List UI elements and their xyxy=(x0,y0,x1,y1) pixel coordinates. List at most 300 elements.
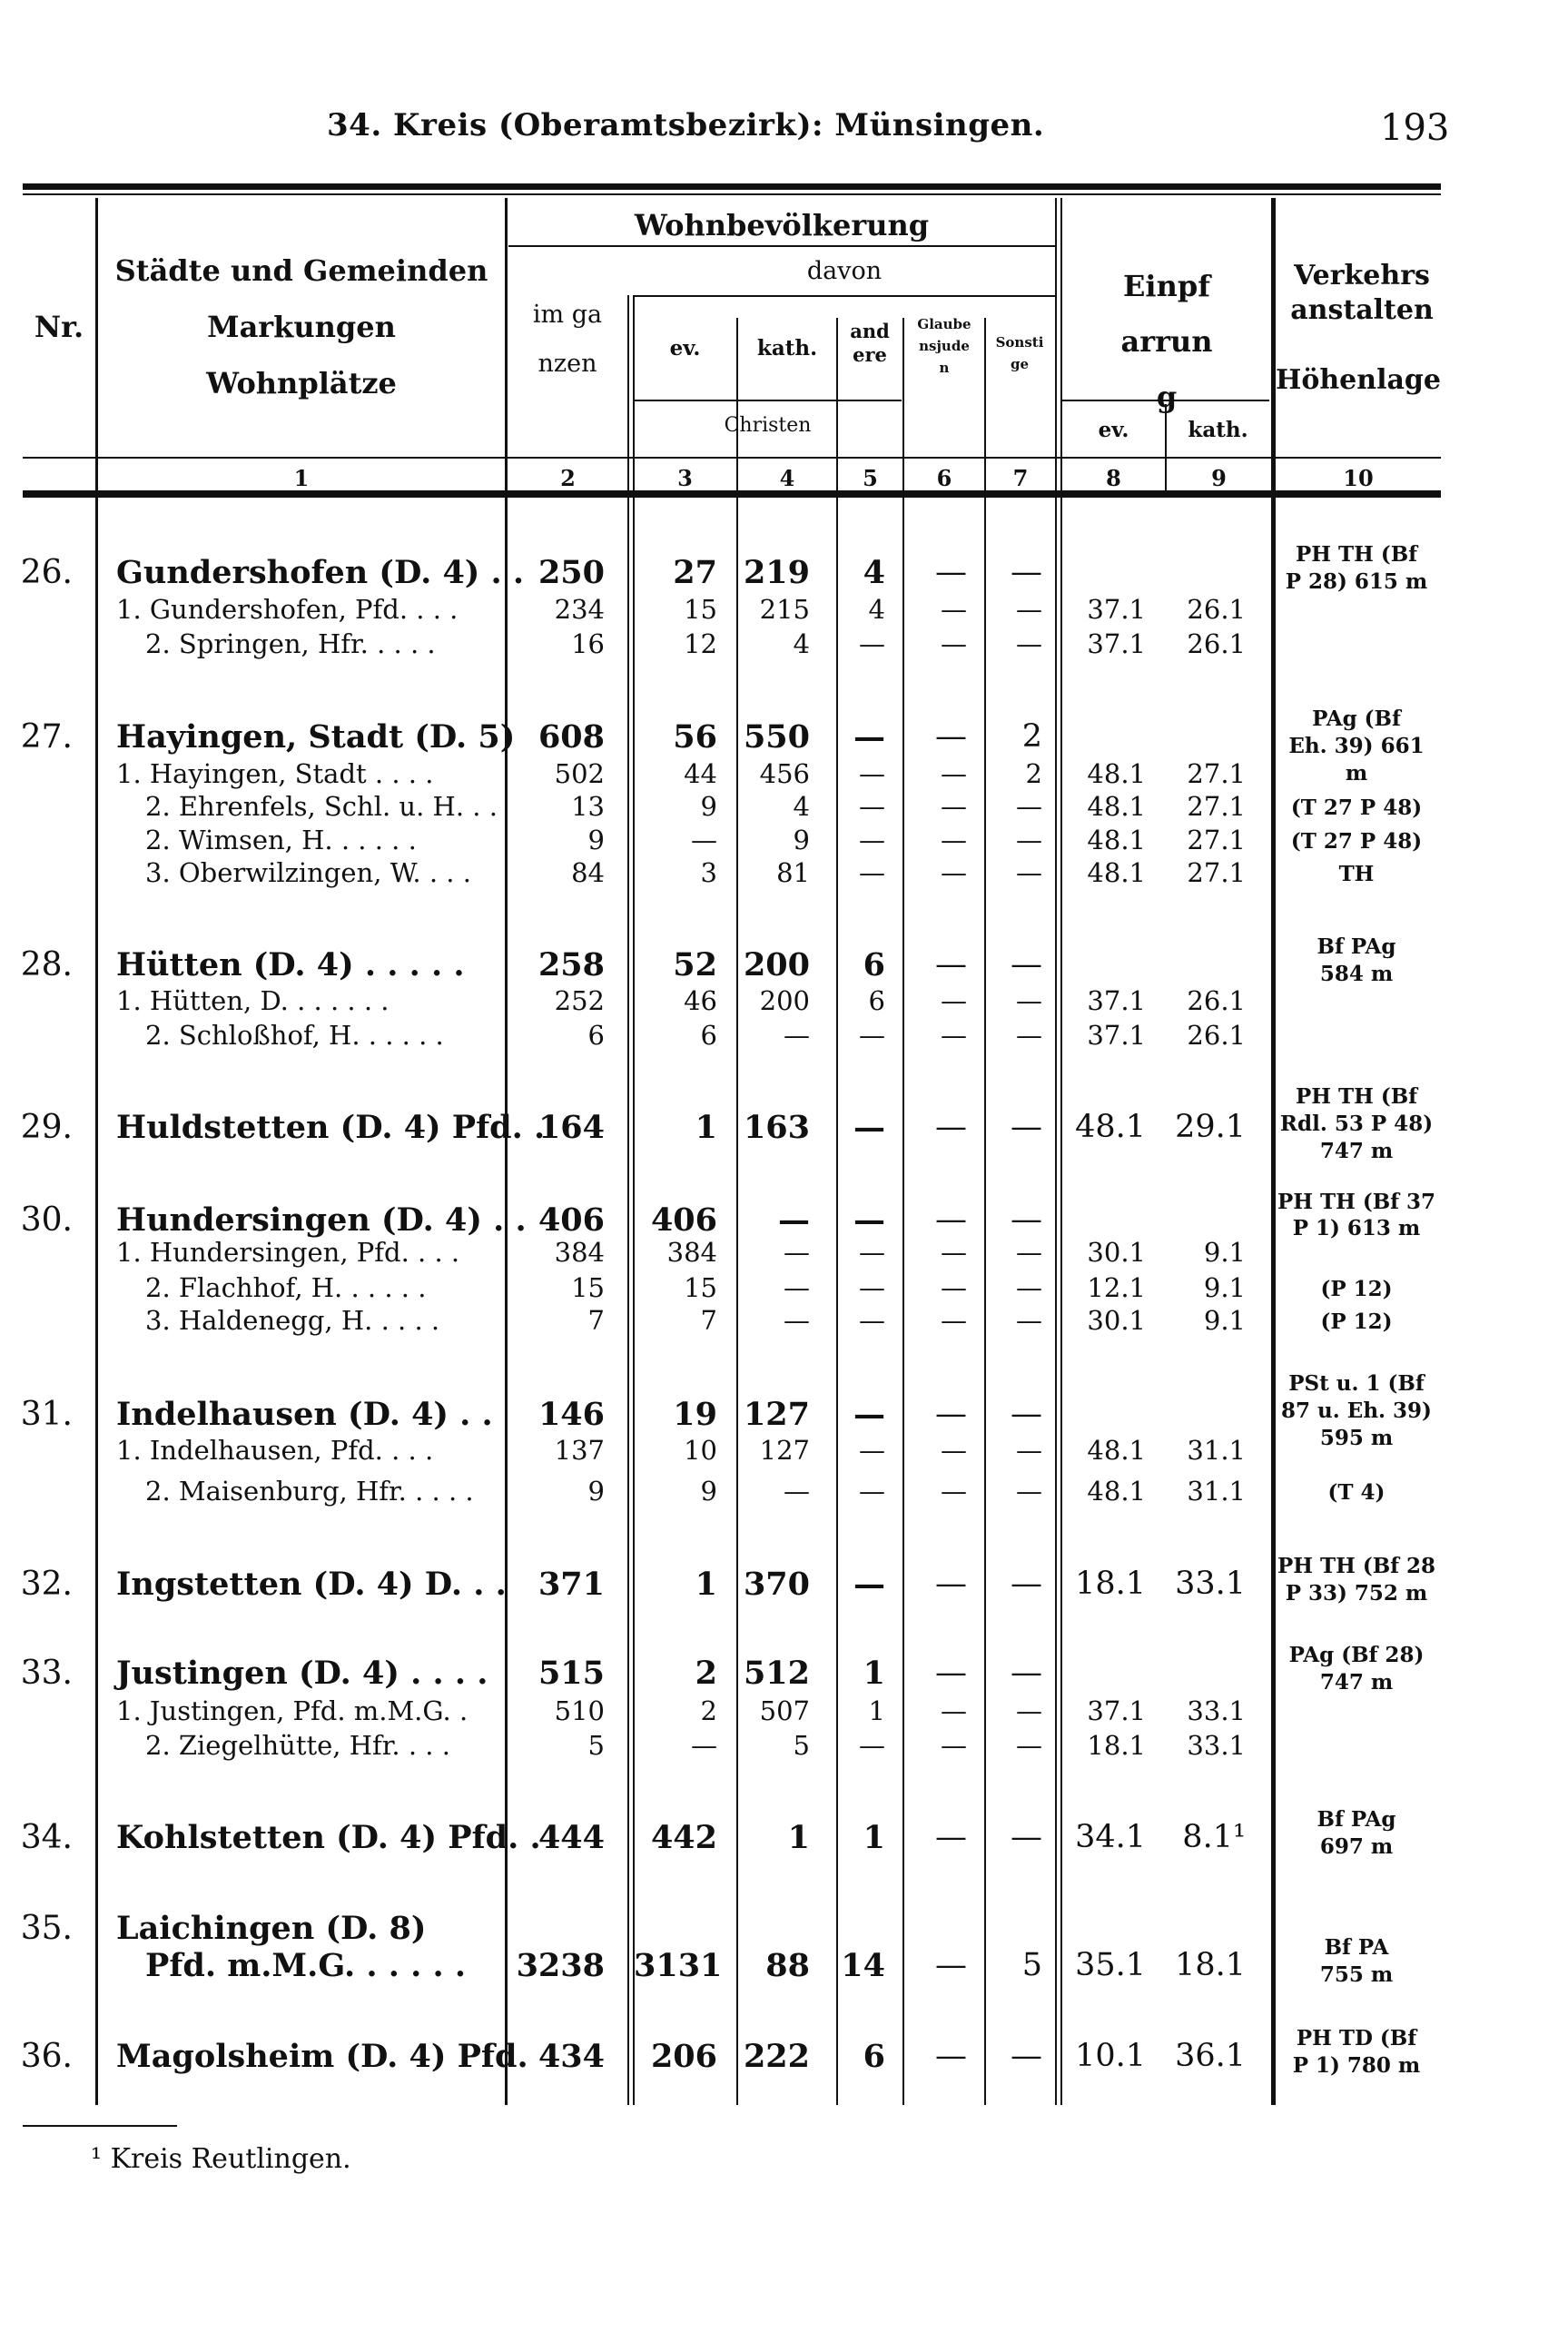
verkehr-hoehe: Bf PA 755 m xyxy=(1319,1935,1394,1988)
cell-ju: — xyxy=(941,985,967,1017)
column-number: 6 xyxy=(936,465,952,491)
cell-ev: — xyxy=(691,1730,717,1762)
column-number: 1 xyxy=(293,465,310,491)
cell-so: — xyxy=(1016,1271,1042,1303)
place-name: 1. Hütten, D. . . . . . . xyxy=(116,985,390,1017)
cell-ju: — xyxy=(935,718,967,756)
header-verkehr: Verkehrsanstalten xyxy=(1290,260,1434,326)
cell-an: — xyxy=(853,1395,885,1433)
header-ein-ev: ev. xyxy=(1098,418,1129,442)
cell-ka: 1 xyxy=(787,1819,810,1857)
cell-ev: — xyxy=(691,824,717,855)
row-number: 35. xyxy=(20,1909,73,1947)
cell-pk: 9.1 xyxy=(1203,1271,1246,1303)
table-row xyxy=(0,825,1568,861)
cell-ju: — xyxy=(935,1655,967,1692)
cell-t: 444 xyxy=(537,1819,605,1857)
cell-pk: 9.1 xyxy=(1203,1305,1246,1337)
cell-pe: 10.1 xyxy=(1075,2037,1146,2074)
cell-t: 252 xyxy=(554,985,605,1017)
cell-an: — xyxy=(859,1305,885,1337)
cell-so: — xyxy=(1016,593,1042,625)
cell-pe: 48.1 xyxy=(1075,1109,1146,1146)
cell-an: — xyxy=(859,824,885,855)
table-row xyxy=(0,1305,1568,1341)
cell-t: 434 xyxy=(537,2037,605,2075)
cell-pk: 9.1 xyxy=(1203,1237,1246,1269)
cell-t: 9 xyxy=(587,1475,605,1507)
cell-pe: 48.1 xyxy=(1087,857,1146,889)
cell-t: 234 xyxy=(554,593,605,625)
cell-pe: 48.1 xyxy=(1087,791,1146,823)
cell-ju: — xyxy=(941,1695,967,1727)
cell-an: — xyxy=(859,1237,885,1269)
cell-so: — xyxy=(1016,1020,1042,1052)
header-population: Wohnbevölkerung xyxy=(634,208,930,242)
table-row xyxy=(0,628,1568,665)
cell-an: — xyxy=(853,1109,885,1147)
cell-t: 384 xyxy=(554,1237,605,1269)
cell-ev: 9 xyxy=(700,791,717,823)
cell-pk: 33.1 xyxy=(1187,1730,1246,1762)
table-row xyxy=(0,2025,1568,2078)
christen-rule xyxy=(634,400,902,401)
place-name: Ingstetten (D. 4) D. . . xyxy=(116,1566,507,1604)
footnote: ¹ Kreis Reutlingen. xyxy=(91,2143,351,2175)
cell-t: 510 xyxy=(554,1695,605,1727)
place-name: 1. Gundershofen, Pfd. . . . xyxy=(116,593,459,625)
cell-so: — xyxy=(1011,1566,1042,1603)
cell-an: — xyxy=(859,1730,885,1762)
cell-ev: 384 xyxy=(666,1237,717,1269)
cell-ka: 9 xyxy=(793,824,810,855)
cell-ju: — xyxy=(935,1395,967,1432)
cell-ka: 370 xyxy=(743,1566,810,1604)
row-number: 27. xyxy=(20,718,73,756)
cell-so: — xyxy=(1016,791,1042,823)
cell-ka: 4 xyxy=(793,791,810,823)
header-juden: Glaubensjuden xyxy=(917,316,971,376)
table-row xyxy=(0,1554,1568,1606)
cell-ka: 81 xyxy=(776,857,810,889)
header-total: im ganzen xyxy=(532,301,603,378)
cell-an: 6 xyxy=(863,946,885,984)
cell-so: 2 xyxy=(1021,718,1042,756)
cell-ka: 215 xyxy=(759,593,810,625)
cell-pe: 37.1 xyxy=(1087,985,1146,1017)
cell-ju: — xyxy=(941,824,967,855)
cell-an: 6 xyxy=(868,985,885,1017)
verkehr-hoehe: (T 27 P 48) xyxy=(1290,828,1423,854)
cell-t: 84 xyxy=(571,857,605,889)
cell-ka: 222 xyxy=(743,2037,810,2075)
cell-t: 7 xyxy=(587,1305,605,1337)
row-number: 26. xyxy=(20,554,73,592)
cell-so: — xyxy=(1011,1655,1042,1692)
cell-pe: 18.1 xyxy=(1087,1730,1146,1762)
verkehr-hoehe: (P 12) xyxy=(1320,1276,1393,1301)
cell-ev: 10 xyxy=(684,1434,717,1466)
cell-t: 608 xyxy=(537,718,605,756)
column-number: 5 xyxy=(863,465,878,491)
verkehr-hoehe: (P 12) xyxy=(1320,1309,1393,1335)
cell-so: — xyxy=(1011,554,1042,591)
place-name: 1. Indelhausen, Pfd. . . . xyxy=(116,1434,434,1466)
cell-an: — xyxy=(859,1271,885,1303)
place-name: Hundersingen (D. 4) . . xyxy=(116,1201,527,1239)
table-row xyxy=(0,542,1568,595)
header-christen: Christen xyxy=(724,414,812,437)
cell-t: 258 xyxy=(537,946,605,984)
cell-t: 515 xyxy=(537,1655,605,1693)
cell-ev: 27 xyxy=(673,554,717,592)
cell-pk: 26.1 xyxy=(1187,1020,1246,1052)
cell-an: 4 xyxy=(863,554,885,592)
cell-pe: 48.1 xyxy=(1087,1434,1146,1466)
cell-ka: 5 xyxy=(793,1730,810,1762)
place-name: 2. Schloßhof, H. . . . . . xyxy=(145,1020,444,1052)
cell-ju: — xyxy=(941,1475,967,1507)
cell-ju: — xyxy=(941,593,967,625)
cell-an: — xyxy=(859,1475,885,1507)
cell-an: 14 xyxy=(841,1947,885,1985)
cell-ju: — xyxy=(941,1730,967,1762)
cell-t: 6 xyxy=(587,1020,605,1052)
place-name: 1. Hayingen, Stadt . . . . xyxy=(116,757,434,789)
place-name: Laichingen (D. 8) xyxy=(116,1909,427,1947)
header-hoehe: Höhenlage xyxy=(1276,364,1441,396)
table-row xyxy=(0,934,1568,986)
cell-pk: 29.1 xyxy=(1175,1109,1246,1146)
cell-ka: 88 xyxy=(765,1947,810,1985)
row-number: 28. xyxy=(20,946,73,984)
cell-an: 4 xyxy=(868,593,885,625)
place-name: Pfd. m.M.G. . . . . . xyxy=(145,1947,467,1985)
cell-an: — xyxy=(853,718,885,756)
cell-pe: 37.1 xyxy=(1087,1695,1146,1727)
table-row xyxy=(0,1643,1568,1695)
row-number: 30. xyxy=(20,1201,73,1239)
cell-so: — xyxy=(1011,1201,1042,1238)
cell-ev: 2 xyxy=(700,1695,717,1727)
header-places-2: Markungen xyxy=(207,310,396,344)
cell-ju: — xyxy=(935,1201,967,1238)
place-name: 2. Flachhof, H. . . . . . xyxy=(145,1271,427,1303)
place-name: Huldstetten (D. 4) Pfd. . xyxy=(116,1109,546,1147)
verkehr-hoehe: PH TH (Bf 28 P 33) 752 m xyxy=(1277,1554,1436,1606)
cell-pk: 31.1 xyxy=(1187,1475,1246,1507)
cell-pk: 27.1 xyxy=(1187,857,1246,889)
cell-t: 16 xyxy=(571,628,605,659)
table-row xyxy=(0,857,1568,894)
cell-pe: 37.1 xyxy=(1087,628,1146,659)
cell-ev: 15 xyxy=(684,593,717,625)
cell-pk: 26.1 xyxy=(1187,628,1246,659)
cell-ev: 3131 xyxy=(634,1947,723,1985)
table-row xyxy=(0,1084,1568,1164)
cell-pk: 31.1 xyxy=(1187,1434,1246,1466)
table-row xyxy=(0,1935,1568,1988)
header-ein-kath: kath. xyxy=(1188,418,1248,442)
header-places-3: Wohnplätze xyxy=(206,366,397,400)
cell-pe: 34.1 xyxy=(1075,1819,1146,1856)
cell-ev: 52 xyxy=(673,946,717,984)
cell-t: 406 xyxy=(537,1201,605,1239)
cell-ka: — xyxy=(784,1475,810,1507)
cell-ev: 7 xyxy=(700,1305,717,1337)
cell-ev: 2 xyxy=(695,1655,717,1693)
table-row xyxy=(0,1730,1568,1766)
verkehr-hoehe: TH xyxy=(1338,862,1375,887)
cell-ev: 12 xyxy=(684,628,717,659)
table-row xyxy=(0,1807,1568,1860)
cell-pk: 36.1 xyxy=(1175,2037,1246,2074)
cell-t: 164 xyxy=(537,1109,605,1147)
cell-so: — xyxy=(1011,946,1042,983)
cell-pk: 27.1 xyxy=(1187,757,1246,789)
cell-an: 6 xyxy=(863,2037,885,2075)
table-row xyxy=(0,791,1568,827)
header-nr: Nr. xyxy=(34,310,84,344)
cell-pk: 33.1 xyxy=(1175,1566,1246,1603)
cell-so: — xyxy=(1016,1475,1042,1507)
verkehr-hoehe: PH TH (Bf 37 P 1) 613 m xyxy=(1277,1189,1436,1241)
cell-t: 5 xyxy=(587,1730,605,1762)
page-number: 193 xyxy=(1380,107,1450,149)
header-einpfarrung: Einpfarrung xyxy=(1120,269,1213,414)
table-row xyxy=(0,1020,1568,1056)
place-name: 2. Ehrenfels, Schl. u. H. . . xyxy=(145,791,498,823)
verkehr-hoehe: (T 27 P 48) xyxy=(1290,796,1423,821)
verkehr-hoehe: PSt u. 1 (Bf 87 u. Eh. 39) 595 m xyxy=(1281,1370,1432,1450)
cell-an: — xyxy=(859,857,885,889)
cell-ev: 3 xyxy=(700,857,717,889)
cell-pe: 48.1 xyxy=(1087,824,1146,855)
column-number: 2 xyxy=(560,465,576,491)
verkehr-hoehe: PH TD (Bf P 1) 780 m xyxy=(1292,2025,1421,2078)
cell-pe: 30.1 xyxy=(1087,1237,1146,1269)
cell-ju: — xyxy=(941,1305,967,1337)
cell-ju: — xyxy=(935,554,967,591)
table-row xyxy=(0,1695,1568,1732)
table-row xyxy=(0,1272,1568,1309)
cell-so: 5 xyxy=(1021,1947,1042,1984)
cell-ka: — xyxy=(778,1201,810,1239)
verkehr-hoehe: PH TH (Bf Rdl. 53 P 48) 747 m xyxy=(1279,1084,1434,1164)
cell-ev: 6 xyxy=(700,1020,717,1052)
cell-ka: 163 xyxy=(743,1109,810,1147)
cell-ev: 442 xyxy=(650,1819,717,1857)
cell-pe: 48.1 xyxy=(1087,757,1146,789)
cell-ev: 1 xyxy=(695,1109,717,1147)
column-number: 10 xyxy=(1343,465,1374,491)
cell-ka: 200 xyxy=(743,946,810,984)
page-header-title: 34. Kreis (Oberamtsbezirk): Münsingen. xyxy=(327,107,1045,143)
place-name: Kohlstetten (D. 4) Pfd. . xyxy=(116,1819,541,1857)
cell-ka: 4 xyxy=(793,628,810,659)
place-name: Hayingen, Stadt (D. 5) xyxy=(116,718,516,756)
cell-ka: — xyxy=(784,1271,810,1303)
cell-ju: — xyxy=(941,628,967,659)
column-number: 7 xyxy=(1012,465,1029,491)
verkehr-hoehe: Bf PAg 584 m xyxy=(1317,934,1396,986)
header-sonstige: Sonstige xyxy=(995,334,1044,372)
cell-ka: 200 xyxy=(759,985,810,1017)
header-andere: andere xyxy=(850,320,890,367)
cell-ju: — xyxy=(935,2037,967,2074)
cell-pe: 37.1 xyxy=(1087,593,1146,625)
cell-so: — xyxy=(1011,1109,1042,1146)
cell-ju: — xyxy=(935,1819,967,1856)
cell-pk: 26.1 xyxy=(1187,593,1246,625)
header-places-1: Städte und Gemeinden xyxy=(114,253,488,288)
place-name: 2. Springen, Hfr. . . . . xyxy=(145,628,436,659)
cell-ju: — xyxy=(941,1434,967,1466)
cell-pk: 26.1 xyxy=(1187,985,1246,1017)
cell-ju: — xyxy=(941,1271,967,1303)
place-name: Magolsheim (D. 4) Pfd. xyxy=(116,2037,528,2075)
cell-ju: — xyxy=(935,1109,967,1146)
cell-so: — xyxy=(1016,1305,1042,1337)
cell-t: 13 xyxy=(571,791,605,823)
cell-ju: — xyxy=(941,1020,967,1052)
cell-pe: 35.1 xyxy=(1075,1947,1146,1984)
place-name: Indelhausen (D. 4) . . xyxy=(116,1395,493,1433)
cell-ev: 9 xyxy=(700,1475,717,1507)
cell-ev: 19 xyxy=(673,1395,717,1433)
cell-pe: 12.1 xyxy=(1087,1271,1146,1303)
place-name: 3. Oberwilzingen, W. . . . xyxy=(145,857,471,889)
cell-ka: 550 xyxy=(743,718,810,756)
davon-rule xyxy=(634,295,1055,297)
cell-ev: 15 xyxy=(684,1271,717,1303)
cell-an: — xyxy=(859,628,885,659)
table-row xyxy=(0,594,1568,630)
table-row xyxy=(0,758,1568,795)
cell-ka: — xyxy=(784,1237,810,1269)
cell-pk: 18.1 xyxy=(1175,1947,1246,1984)
header-davon: davon xyxy=(806,257,883,285)
cell-t: 146 xyxy=(537,1395,605,1433)
column-number: 3 xyxy=(677,465,693,491)
cell-t: 137 xyxy=(554,1434,605,1466)
verkehr-hoehe: PAg (Bf 28) 747 m xyxy=(1288,1643,1425,1695)
cell-pk: 8.1¹ xyxy=(1182,1819,1246,1856)
cell-t: 502 xyxy=(554,757,605,789)
cell-so: — xyxy=(1016,628,1042,659)
table-row xyxy=(0,1476,1568,1512)
cell-ka: 127 xyxy=(743,1395,810,1433)
cell-pe: 48.1 xyxy=(1087,1475,1146,1507)
row-number: 34. xyxy=(20,1819,73,1857)
cell-ka: 456 xyxy=(759,757,810,789)
cell-t: 15 xyxy=(571,1271,605,1303)
cell-so: 2 xyxy=(1025,757,1042,789)
cell-ka: 219 xyxy=(743,554,810,592)
row-number: 31. xyxy=(20,1395,73,1433)
cell-an: — xyxy=(859,1434,885,1466)
cell-an: — xyxy=(853,1566,885,1604)
cell-so: — xyxy=(1016,1237,1042,1269)
verkehr-hoehe: PAg (Bf Eh. 39) 661 m xyxy=(1288,707,1425,786)
table-row xyxy=(0,1435,1568,1471)
verkehr-hoehe: PH TH (Bf P 28) 615 m xyxy=(1285,542,1428,595)
footnote-rule xyxy=(23,2125,177,2127)
cell-ka: 127 xyxy=(759,1434,810,1466)
cell-an: 1 xyxy=(863,1655,885,1693)
cell-ju: — xyxy=(941,757,967,789)
table-row xyxy=(0,1237,1568,1273)
table-row xyxy=(0,1189,1568,1241)
top-rule xyxy=(23,183,1441,190)
verkehr-hoehe: (T 4) xyxy=(1327,1479,1386,1505)
row-number: 33. xyxy=(20,1655,73,1693)
top-rule-thin xyxy=(23,193,1441,195)
cell-ju: — xyxy=(935,1566,967,1603)
place-name: 1. Justingen, Pfd. m.M.G. . xyxy=(116,1695,468,1727)
cell-ju: — xyxy=(941,791,967,823)
cell-an: — xyxy=(859,1020,885,1052)
cell-so: — xyxy=(1011,2037,1042,2074)
table-row xyxy=(0,985,1568,1022)
cell-ev: 1 xyxy=(695,1566,717,1604)
cell-pe: 37.1 xyxy=(1087,1020,1146,1052)
cell-so: — xyxy=(1016,824,1042,855)
cell-an: — xyxy=(859,791,885,823)
cell-t: 371 xyxy=(537,1566,605,1604)
cell-pk: 27.1 xyxy=(1187,824,1246,855)
cell-so: — xyxy=(1011,1819,1042,1856)
column-number: 8 xyxy=(1106,465,1121,491)
cell-t: 250 xyxy=(537,554,605,592)
cell-pe: 30.1 xyxy=(1087,1305,1146,1337)
cell-t: 3238 xyxy=(516,1947,605,1985)
place-name: 3. Haldenegg, H. . . . . xyxy=(145,1305,440,1337)
cell-so: — xyxy=(1016,1695,1042,1727)
cell-ev: 406 xyxy=(650,1201,717,1239)
place-name: Hütten (D. 4) . . . . . xyxy=(116,946,465,984)
cell-ev: 56 xyxy=(673,718,717,756)
cell-so: — xyxy=(1016,857,1042,889)
cell-so: — xyxy=(1016,1434,1042,1466)
cell-ka: — xyxy=(784,1305,810,1337)
cell-an: 1 xyxy=(868,1695,885,1727)
cell-pk: 27.1 xyxy=(1187,791,1246,823)
cell-ev: 206 xyxy=(650,2037,717,2075)
header-kath: kath. xyxy=(756,336,818,361)
cell-an: — xyxy=(859,757,885,789)
cell-ev: 44 xyxy=(684,757,717,789)
cell-ju: — xyxy=(935,1947,967,1984)
cell-ev: 46 xyxy=(684,985,717,1017)
place-name: 2. Ziegelhütte, Hfr. . . . xyxy=(145,1730,450,1762)
column-number: 4 xyxy=(779,465,795,491)
cell-ka: 507 xyxy=(759,1695,810,1727)
place-name: 2. Wimsen, H. . . . . . xyxy=(145,824,417,855)
place-name: Justingen (D. 4) . . . . xyxy=(116,1655,488,1693)
place-name: Gundershofen (D. 4) . . xyxy=(116,554,525,592)
cell-ju: — xyxy=(935,946,967,983)
place-name: 2. Maisenburg, Hfr. . . . . xyxy=(145,1475,474,1507)
population-rule xyxy=(508,245,1055,247)
cell-so: — xyxy=(1016,1730,1042,1762)
cell-so: — xyxy=(1011,1395,1042,1432)
row-number: 36. xyxy=(20,2037,73,2075)
row-number: 32. xyxy=(20,1566,73,1604)
cell-pe: 18.1 xyxy=(1075,1566,1146,1603)
cell-pk: 33.1 xyxy=(1187,1695,1246,1727)
cell-ju: — xyxy=(941,857,967,889)
